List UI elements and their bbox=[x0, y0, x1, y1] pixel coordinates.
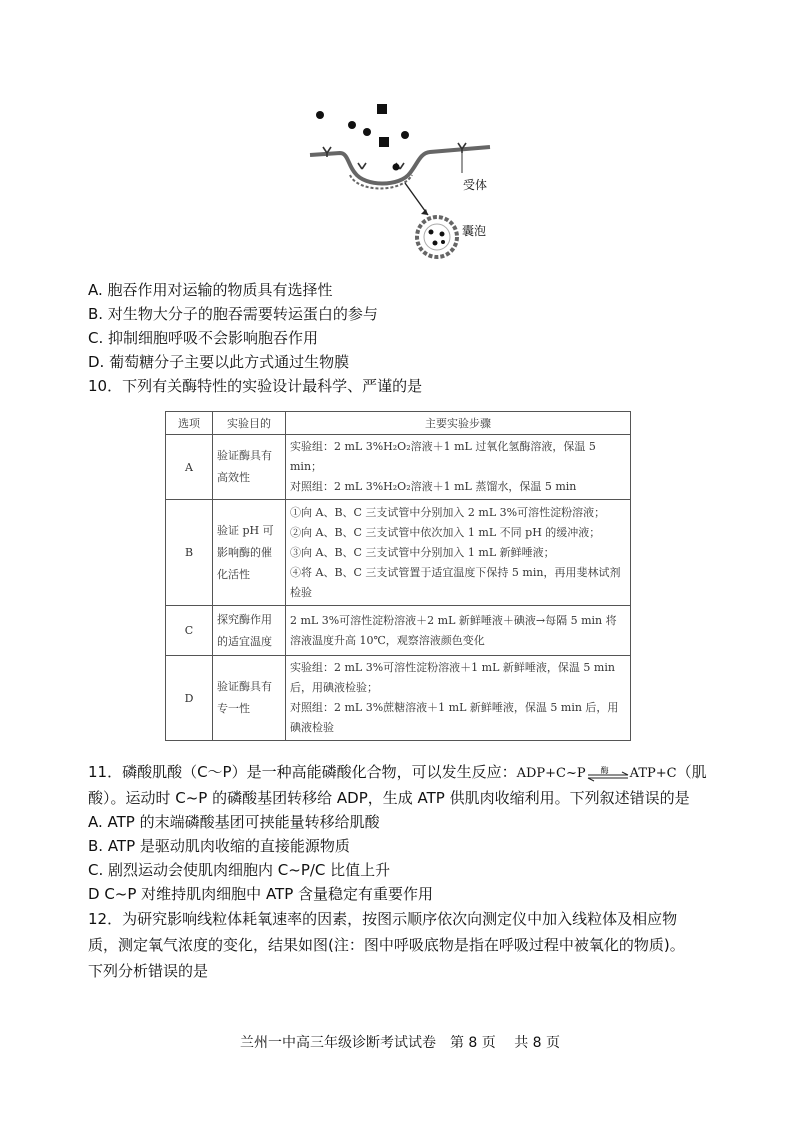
step-line: 2 mL 3%可溶性淀粉溶液＋2 mL 新鲜唾液＋碘液→每隔 5 min 将溶液温度升高 10℃，观察溶液颜色变化 bbox=[290, 613, 617, 647]
eq-right: ATP+C bbox=[629, 766, 677, 781]
row-steps bbox=[286, 500, 631, 606]
reaction-equation bbox=[517, 763, 677, 785]
q9-option-c: C. 抑制细胞呼吸不会影响胞吞作用 bbox=[88, 329, 319, 347]
q11-option-d: D C~P 对维持肌肉细胞中 ATP 含量稳定有重要作用 bbox=[88, 885, 434, 903]
step-line: ④将 A、B、C 三支试管置于适宜温度下保持 5 min，再用斐林试剂检验 bbox=[290, 565, 621, 599]
table-row bbox=[166, 435, 631, 500]
molecule-dot bbox=[401, 131, 409, 139]
molecule-dot bbox=[348, 121, 356, 129]
vesicle-label: 囊泡 bbox=[462, 224, 487, 238]
q9-option-a: A. 胞吞作用对运输的物质具有选择性 bbox=[88, 281, 333, 299]
table-row bbox=[166, 500, 631, 606]
page-footer: 兰州一中高三年级诊断考试试卷 第 8 页 共 8 页 bbox=[239, 1035, 561, 1051]
q10-stem: 10．下列有关酶特性的实验设计最科学、严谨的是 bbox=[88, 377, 423, 395]
row-option: B bbox=[166, 500, 213, 606]
header-steps: 主要实验步骤 bbox=[286, 412, 631, 435]
receptor-label: 受体 bbox=[463, 178, 488, 192]
q11-stem-part1: 11．磷酸肌酸（C～P）是一种高能磷酸化合物，可以发生反应： bbox=[88, 763, 517, 781]
row-purpose: 验证酶具有专一性 bbox=[213, 656, 286, 741]
molecule-square bbox=[377, 104, 387, 114]
row-steps bbox=[286, 656, 631, 741]
vesicle bbox=[417, 217, 457, 257]
step-line: 实验组：2 mL 3%H₂O₂溶液＋1 mL 过氧化氢酶溶液，保温 5 min； bbox=[290, 440, 596, 473]
molecule-dot bbox=[316, 111, 324, 119]
row-purpose: 探究酶作用的适宜温度 bbox=[213, 606, 286, 656]
header-option: 选项 bbox=[166, 412, 213, 435]
eq-enzyme: 酶 bbox=[600, 765, 609, 775]
q11-option-b: B. ATP 是驱动肌肉收缩的直接能源物质 bbox=[88, 837, 350, 855]
q9-option-b: B. 对生物大分子的胞吞需要转运蛋白的参与 bbox=[88, 305, 378, 323]
molecule-dot bbox=[363, 128, 371, 136]
table-header-row bbox=[166, 412, 631, 435]
row-purpose: 验证 pH 可影响酶的催化活性 bbox=[213, 500, 286, 606]
q11-option-a: A. ATP 的末端磷酸基团可挟能量转移给肌酸 bbox=[88, 813, 380, 831]
row-purpose: 验证酶具有高效性 bbox=[213, 435, 286, 500]
step-line: 对照组：2 mL 3%蔗糖溶液＋1 mL 新鲜唾液，保温 5 min 后，用碘液检验 bbox=[290, 701, 619, 734]
q11-option-c: C. 剧烈运动会使肌肉细胞内 C~P/C 比值上升 bbox=[88, 861, 391, 879]
eq-left: ADP+C~P bbox=[516, 766, 586, 781]
row-option: A bbox=[166, 435, 213, 500]
step-line: 对照组：2 mL 3%H₂O₂溶液＋1 mL 蒸馏水，保温 5 min bbox=[290, 480, 577, 493]
q12-stem-line3: 下列分析错误的是 bbox=[88, 962, 209, 980]
row-option: C bbox=[166, 606, 213, 656]
molecule-square bbox=[379, 137, 389, 147]
row-option: D bbox=[166, 656, 213, 741]
row-steps bbox=[286, 435, 631, 500]
row-steps bbox=[286, 606, 631, 656]
enzyme-experiment-table bbox=[165, 411, 631, 741]
reversible-arrow-icon bbox=[586, 766, 630, 782]
bound-molecule bbox=[393, 164, 400, 171]
endocytosis-diagram bbox=[300, 95, 500, 275]
q12-stem-line1: 12．为研究影响线粒体耗氧速率的因素，按图示顺序依次向测定仪中加入线粒体及相应物 bbox=[88, 910, 678, 928]
receptor-icon bbox=[358, 163, 366, 169]
table-row bbox=[166, 606, 631, 656]
step-line: ②向 A、B、C 三支试管中依次加入 1 mL 不同 pH 的缓冲液； bbox=[290, 525, 601, 539]
header-purpose: 实验目的 bbox=[213, 412, 286, 435]
step-line: 实验组：2 mL 3%可溶性淀粉溶液＋1 mL 新鲜唾液，保温 5 min 后，用碘液检验； bbox=[290, 661, 615, 694]
step-line: ①向 A、B、C 三支试管中分别加入 2 mL 3%可溶性淀粉溶液； bbox=[290, 505, 606, 519]
q12-stem-line2: 质，测定氧气浓度的变化，结果如图(注：图中呼吸底物是指在呼吸过程中被氧化的物质)。 bbox=[88, 936, 685, 954]
table-row bbox=[166, 656, 631, 741]
q11-stem-line2: 酸）。运动时 C~P 的磷酸基团转移给 ADP，生成 ATP 供肌肉收缩利用。下列叙述错误的是 bbox=[88, 789, 690, 807]
q11-stem-line1 bbox=[88, 761, 707, 785]
step-line: ③向 A、B、C 三支试管中分别加入 1 mL 新鲜唾液； bbox=[290, 545, 555, 559]
q9-option-d: D. 葡萄糖分子主要以此方式通过生物膜 bbox=[88, 353, 350, 371]
q11-stem-part2: （肌 bbox=[676, 763, 707, 781]
